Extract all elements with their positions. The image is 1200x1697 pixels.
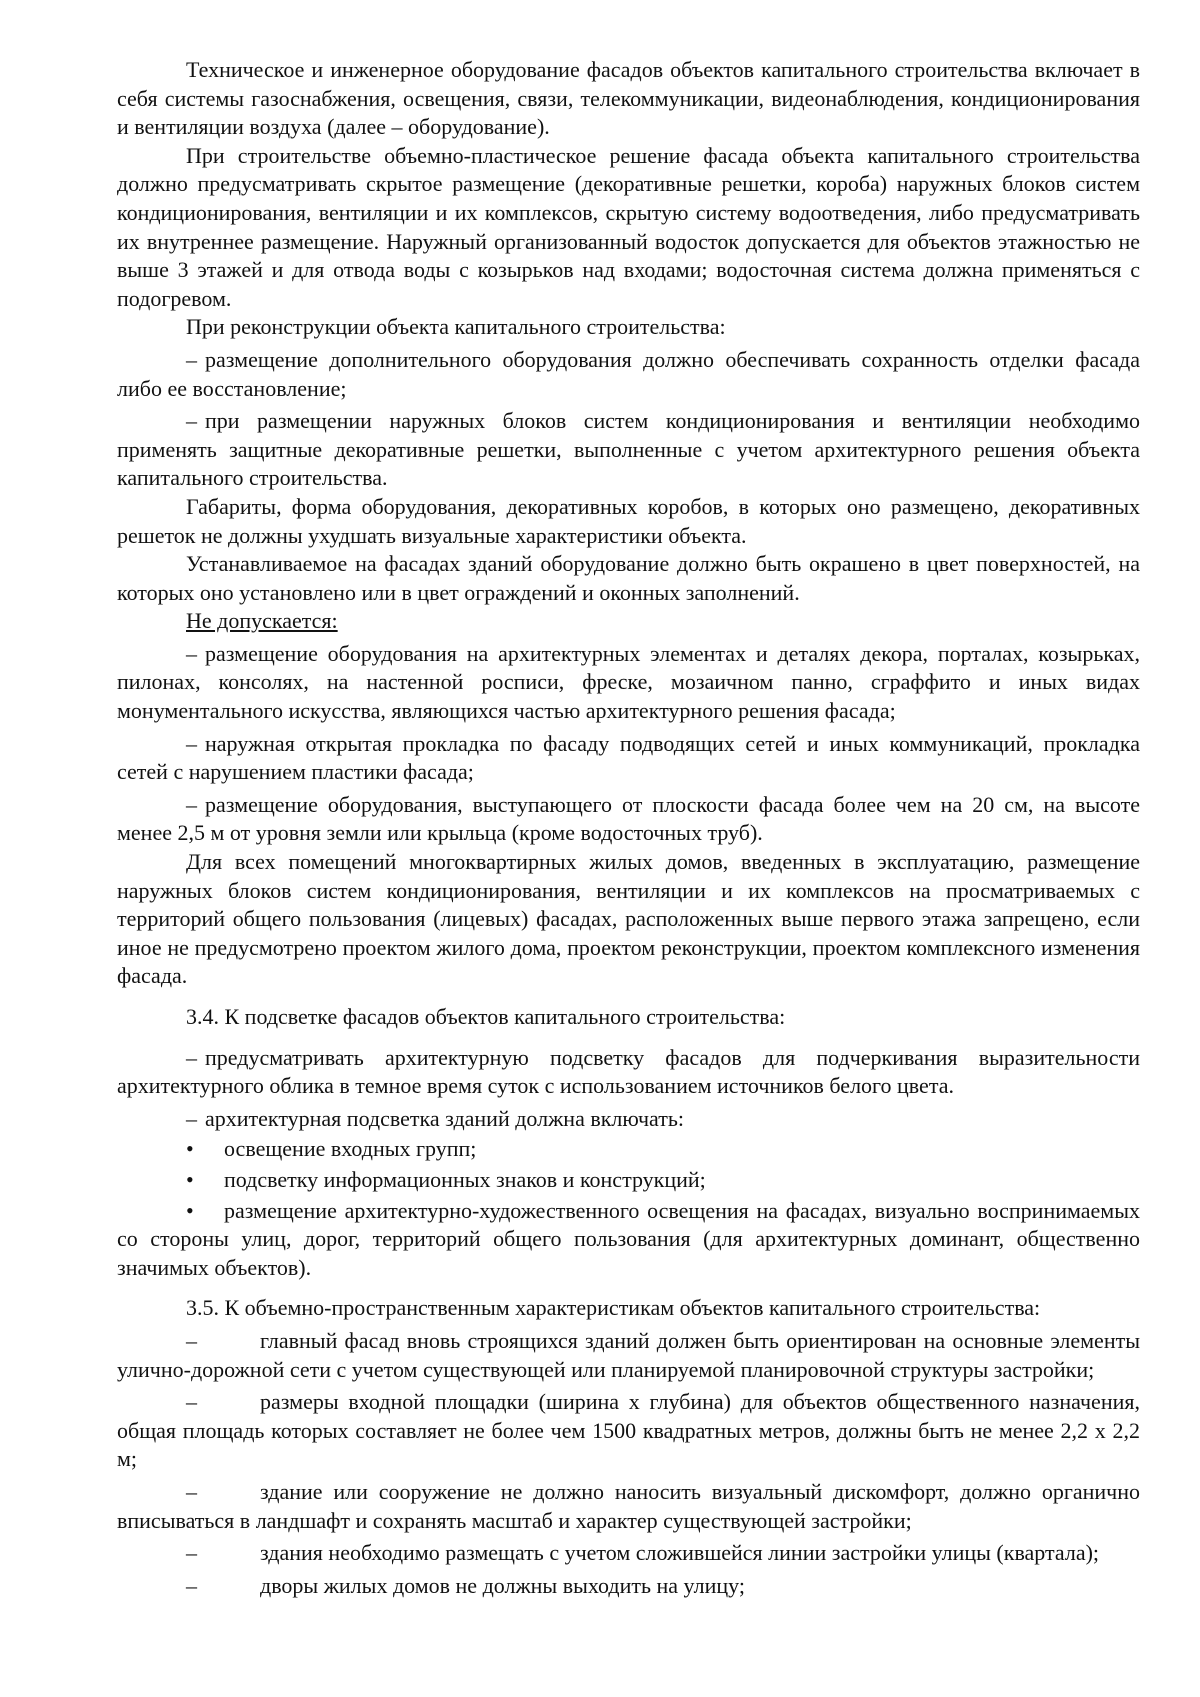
dash-mark: – [186, 1540, 197, 1566]
paragraph-coloring [117, 550, 1140, 607]
dash-item-text: архитектурная подсветка зданий должна включать: [205, 1105, 685, 1131]
dash-item-spatial-4 [117, 1539, 1140, 1568]
dash-item-text: при размещении наружных блоков систем кондиционирования и вентиляции необходимо применять защитные декоративные решетки, выполненные с учетом архитектурного решения объекта капитального строительства. [117, 408, 1140, 491]
bullet-item-3 [117, 1197, 1140, 1283]
dash-mark: – [186, 640, 197, 666]
dash-item-spatial-2 [117, 1388, 1140, 1474]
dash-item-text: размещение оборудования на архитектурных элементах и деталях декора, порталах, козырьках, пилонах, консолях, на настенной росписи, фреске, мозаичном панно, сграффито и иных видах монументального искусства, являющихся частью архитектурного решения фасада; [117, 640, 1140, 724]
dash-item-spatial-1 [117, 1327, 1140, 1384]
paragraph-text: Техническое и инженерное оборудование фасадов объектов капитального строительства включает в себя системы газоснабжения, освещения, связи, телекоммуникации, видеонаблюдения, кондиционирования и вентиляции воздуха (далее – оборудование). [117, 57, 1140, 140]
paragraph-reconstruction-intro [117, 313, 1140, 342]
dash-item-text: здание или сооружение не должно наносить визуальный дискомфорт, должно органично вписываться в ландшафт и сохранять масштаб и характер существующей застройки; [117, 1478, 1140, 1533]
dash-item-text: наружная открытая прокладка по фасаду подводящих сетей и иных коммуникаций, прокладка сетей с нарушением пластики фасада; [117, 730, 1140, 785]
section-heading-text: 3.4. К подсветке фасадов объектов капитального строительства: [186, 1004, 786, 1029]
dash-item-text: здания необходимо размещать с учетом сложившейся линии застройки улицы (квартала); [260, 1540, 1100, 1566]
bullet-icon: • [186, 1197, 194, 1223]
section-3-5-heading [117, 1294, 1140, 1323]
dash-item-text: размеры входной площадки (ширина х глубина) для объектов общественного назначения, общая площадь которых составляет не более чем 1500 квадратных метров, должны быть не менее 2,2 х 2,2 м; [117, 1389, 1140, 1472]
heading-not-allowed [117, 607, 1140, 636]
dash-item-text: предусматривать архитектурную подсветку фасадов для подчеркивания выразительности архитектурного облика в темное время суток с использованием источников белого цвета. [117, 1044, 1140, 1099]
bullet-icon: • [186, 1166, 194, 1192]
underlined-heading-text: Не допускается: [186, 608, 338, 634]
dash-item-text: размещение дополнительного оборудования должно обеспечивать сохранность отделки фасада либо ее восстановление; [117, 346, 1140, 401]
dash-item-prohibited-1 [117, 640, 1140, 726]
paragraph-text: Для всех помещений многоквартирных жилых домов, введенных в эксплуатацию, размещение наружных блоков систем кондиционирования, вентиляции и их комплексов на просматриваемых с территорий общего пользования (лицевых) фасадах, расположенных выше первого этажа запрещено, если иное не предусмотрено проектом жилого дома, проектом реконструкции, проектом комплексного изменения фасада. [117, 849, 1140, 989]
bullet-item-1 [117, 1135, 1140, 1164]
dash-item-spatial-3 [117, 1478, 1140, 1535]
dash-mark: – [186, 791, 197, 817]
dash-mark: – [186, 730, 197, 756]
dash-mark: – [186, 408, 197, 434]
paragraph-equipment-definition [117, 56, 1140, 142]
bullet-item-2 [117, 1166, 1140, 1195]
dash-mark: – [186, 1327, 197, 1353]
dash-mark: – [186, 346, 197, 372]
dash-item-lighting-2 [117, 1105, 1140, 1134]
dash-item-text: главный фасад вновь строящихся зданий должен быть ориентирован на основные элементы улично-дорожной сети с учетом существующей или планируемой планировочной структуры застройки; [117, 1327, 1140, 1382]
dash-item-text: дворы жилых домов не должны выходить на улицу; [260, 1572, 745, 1598]
dash-mark: – [186, 1105, 197, 1131]
section-heading-text: 3.5. К объемно-пространственным характеристикам объектов капитального строительства: [186, 1295, 1041, 1321]
paragraph-text: Габариты, форма оборудования, декоративных коробов, в которых оно размещено, декоративных решеток не должны ухудшать визуальные характеристики объекта. [117, 493, 1140, 548]
dash-item-prohibited-2 [117, 730, 1140, 787]
dash-mark: – [186, 1572, 197, 1598]
paragraph-text: При реконструкции объекта капитального строительства: [186, 314, 726, 340]
paragraph-apartment-buildings [117, 848, 1140, 991]
bullet-item-text: освещение входных групп; [224, 1136, 477, 1162]
dash-item-lighting-1 [117, 1044, 1140, 1101]
dash-mark: – [186, 1478, 197, 1504]
dash-item-reconstruction-1 [117, 346, 1140, 403]
paragraph-text: При строительстве объемно-пластическое решение фасада объекта капитального строительства должно предусматривать скрытое размещение (декоративные решетки, короба) наружных блоков систем кондиционирования, вентиляции и их комплексов, скрытую систему водоотведения, либо предусматривать их внутреннее размещение. Наружный организованный водосток допускается для объектов этажностью не выше 3 этажей и для отвода воды с козырьков над входами; водосточная система должна применяться с подогревом. [117, 142, 1140, 311]
section-3-4-heading [117, 1003, 1140, 1032]
dash-item-prohibited-3 [117, 791, 1140, 848]
bullet-icon: • [186, 1136, 194, 1162]
bullet-item-text: подсветку информационных знаков и конструкций; [224, 1166, 706, 1192]
dash-mark: – [186, 1389, 197, 1415]
dash-item-reconstruction-2 [117, 407, 1140, 493]
dash-mark: – [186, 1044, 197, 1070]
paragraph-construction-rules [117, 142, 1140, 314]
bullet-item-text: размещение архитектурно-художественного освещения на фасадах, визуально воспринимаемых со стороны улиц, дорог, территорий общего пользования (для архитектурных доминант, общественно значимых объектов). [117, 1197, 1140, 1280]
paragraph-text: Устанавливаемое на фасадах зданий оборудование должно быть окрашено в цвет поверхностей, на которых оно установлено или в цвет ограждений и оконных заполнений. [117, 551, 1140, 605]
dash-item-text: размещение оборудования, выступающего от плоскости фасада более чем на 20 см, на высоте менее 2,5 м от уровня земли или крыльца (кроме водосточных труб). [117, 791, 1140, 846]
paragraph-dimensions [117, 493, 1140, 550]
dash-item-spatial-5 [117, 1572, 1140, 1601]
